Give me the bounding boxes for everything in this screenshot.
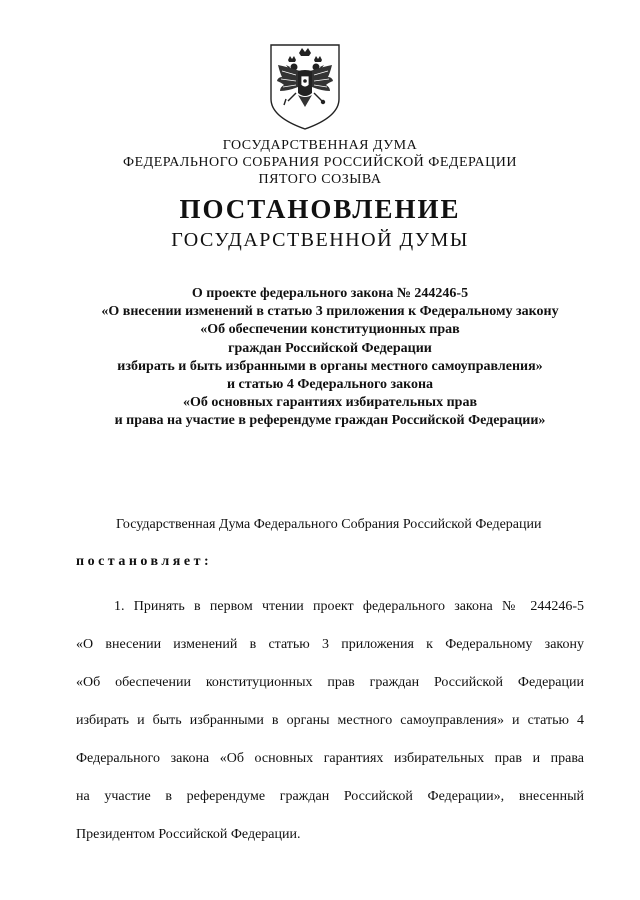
paragraph-line: «Об обеспечении конституционных прав граждан Российской Федерации (76, 675, 584, 690)
subject-line: О проекте федерального закона № 244246-5 (191, 286, 469, 301)
paragraph-line: на участие в референдуме граждан Российской Федерации», внесенный (76, 789, 584, 804)
subject-line: «О внесении изменений в статью 3 приложения к Федеральному закону (101, 304, 559, 320)
paragraph-line: избирать и быть избранными в органы местного самоуправления» и статью 4 (76, 713, 584, 728)
paragraph-line: 1. Принять в первом чтении проект федерального закона № 244246-5 (114, 599, 584, 614)
header-line-assembly: ФЕДЕРАЛЬНОГО СОБРАНИЯ РОССИЙСКОЙ ФЕДЕРАЦИИ (123, 155, 517, 170)
subject-line: «Об обеспечении конституционных прав (200, 322, 460, 338)
subject-line: и статью 4 Федерального закона (226, 377, 434, 393)
header-line-duma: ГОСУДАРСТВЕННАЯ ДУМА (222, 138, 418, 153)
paragraph-line: Президентом Российской Федерации. (76, 827, 301, 842)
intro-text: Государственная Дума Федерального Собрания Российской Федерации (116, 517, 542, 532)
header-line-convocation: ПЯТОГО СОЗЫВА (258, 172, 382, 187)
document-subtitle: ГОСУДАРСТВЕННОЙ ДУМЫ (171, 229, 469, 251)
issuer-header (0, 137, 640, 188)
subject-line: «Об основных гарантиях избирательных прав (182, 395, 478, 411)
document-title: ПОСТАНОВЛЕНИЕ (179, 194, 461, 224)
subject-line: и права на участие в референдуме граждан Российской Федерации» (114, 413, 546, 429)
coat-of-arms-icon (268, 43, 342, 131)
subject-line: избирать и быть избранными в органы местного самоуправления» (117, 358, 543, 374)
decree-word: постановляет: (76, 554, 213, 569)
paragraph-line: Федерального закона «Об основных гарантиях избирательных прав и права (76, 751, 584, 766)
subject-line: граждан Российской Федерации (228, 340, 432, 356)
paragraph-line: «О внесении изменений в статью 3 приложения к Федеральному закону (76, 637, 584, 652)
document-subject (40, 285, 620, 431)
